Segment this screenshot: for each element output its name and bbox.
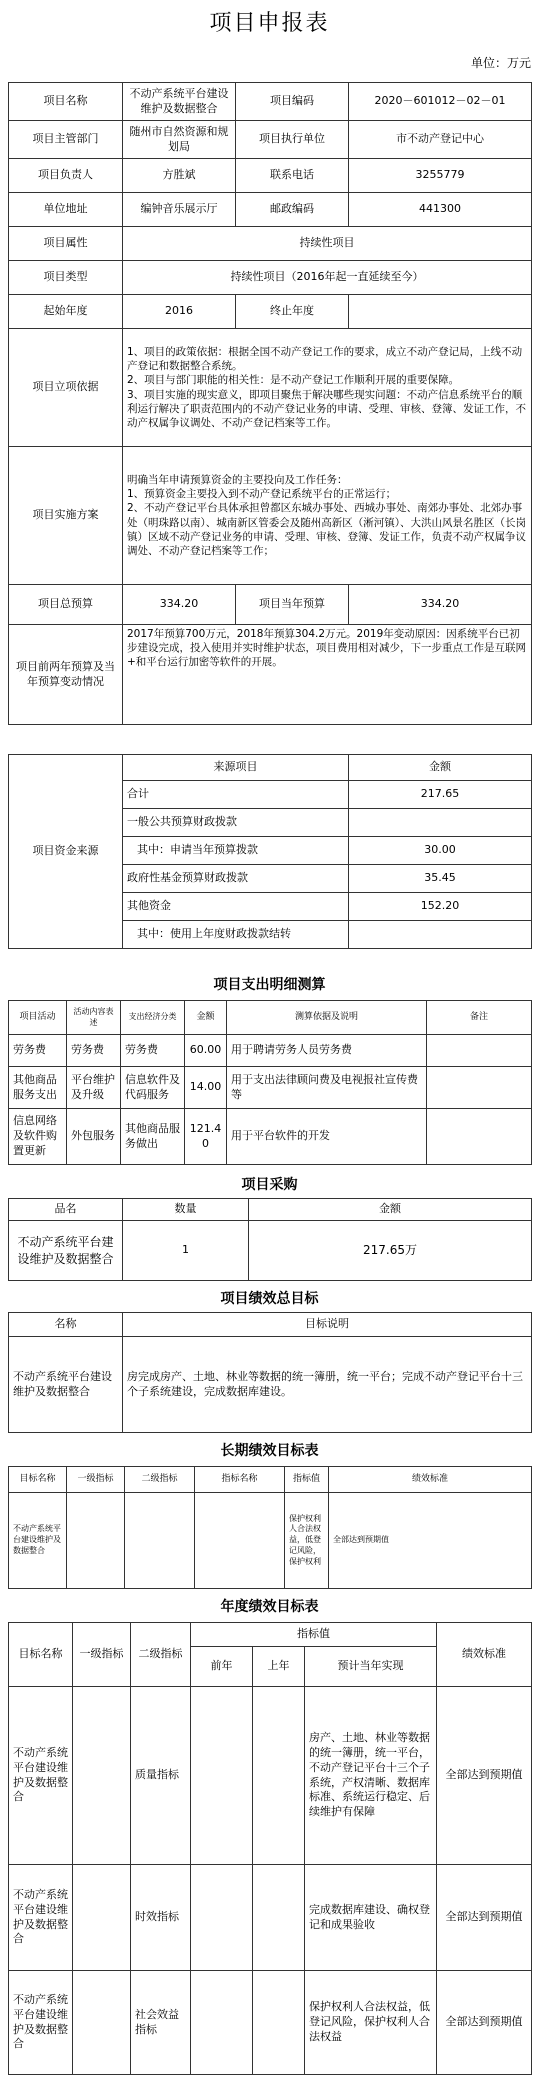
long-term-header: 指标值 xyxy=(285,1467,329,1493)
annual-header-expect: 预计当年实现 xyxy=(305,1647,437,1687)
year-budget-label: 项目当年预算 xyxy=(236,585,349,625)
funds-row-name: 其中：使用上年度财政拨款结转 xyxy=(123,921,349,949)
annual-header-std: 绩效标准 xyxy=(437,1623,532,1687)
address-label: 单位地址 xyxy=(9,193,123,227)
purchase-header: 数量 xyxy=(123,1199,249,1221)
table-row xyxy=(9,1221,532,1281)
funds-row-name: 一般公共预算财政拨款 xyxy=(123,809,349,837)
goal-header-desc: 目标说明 xyxy=(123,1313,532,1337)
annual-cell-std: 全部达到预期值 xyxy=(437,1971,532,2075)
long-term-header: 目标名称 xyxy=(9,1467,67,1493)
change-label: 项目前两年预算及当年预算变动情况 xyxy=(9,625,123,725)
table-row xyxy=(9,1109,532,1165)
basis-label: 项目立项依据 xyxy=(9,329,123,447)
annual-cell-last xyxy=(253,1687,305,1865)
project-name: 不动产系统平台建设维护及数据整合 xyxy=(123,83,236,121)
end xyxy=(349,295,532,329)
annual-cell-prev xyxy=(191,1687,253,1865)
goal-table xyxy=(8,1312,532,1433)
expense-cell xyxy=(427,1067,532,1109)
long-term-header: 一级指标 xyxy=(67,1467,125,1493)
annual-header-value: 指标值 xyxy=(191,1623,437,1647)
annual-cell-l1 xyxy=(73,1687,131,1865)
start-label: 起始年度 xyxy=(9,295,123,329)
total: 334.20 xyxy=(123,585,236,625)
funds-row-amount: 35.45 xyxy=(349,865,532,893)
annual-header-l2: 二级指标 xyxy=(131,1623,191,1687)
exec: 市不动产登记中心 xyxy=(349,121,532,159)
purchase-title: 项目采购 xyxy=(241,1177,298,1193)
table-row xyxy=(9,1687,532,1865)
expense-cell: 信息网络及软件购置更新 xyxy=(9,1109,67,1165)
funds-row-name: 合计 xyxy=(123,781,349,809)
phone-label: 联系电话 xyxy=(236,159,349,193)
annual-cell-l2: 社会效益指标 xyxy=(131,1971,191,2075)
expense-cell: 外包服务 xyxy=(67,1109,121,1165)
expense-cell: 121.40 xyxy=(185,1109,227,1165)
expense-cell xyxy=(427,1109,532,1165)
funds-header-amount: 金额 xyxy=(349,755,532,781)
project-name-label: 项目名称 xyxy=(9,83,123,121)
expense-cell: 14.00 xyxy=(185,1067,227,1109)
zip: 441300 xyxy=(349,193,532,227)
zip-label: 邮政编码 xyxy=(236,193,349,227)
phone: 3255779 xyxy=(349,159,532,193)
long-term-table xyxy=(8,1466,532,1589)
long-term-cell: 全部达到预期值 xyxy=(329,1493,532,1589)
annual-header-name: 目标名称 xyxy=(9,1623,73,1687)
long-term-cell xyxy=(125,1493,195,1589)
purchase-cell: 1 xyxy=(123,1221,249,1281)
expense-cell: 劳务费 xyxy=(121,1035,185,1067)
exec-label: 项目执行单位 xyxy=(236,121,349,159)
basis: 1、项目的政策依据：根据全国不动产登记工作的要求，成立不动产登记局，上线不动产登记和数据整合系统。 2、项目与部门职能的相关性：是不动产登记工作顺利开展的重要保障。 3、项目实施的现实意义，即项目聚焦于解决哪些现实问题：不动产信息系统平台的顺利运行解决了职责范围内的不动产登记业务的申请、受理、审核、登簿、发证工作，不动产权属争议调处、不动产登记档案等工作。 xyxy=(123,329,532,447)
annual-cell-expect: 保护权利人合法权益，低登记风险，保护权利人合法权益 xyxy=(305,1971,437,2075)
purchase-header: 金额 xyxy=(249,1199,532,1221)
expense-title: 项目支出明细测算 xyxy=(213,977,326,993)
long-term-header: 二级指标 xyxy=(125,1467,195,1493)
annual-cell-std: 全部达到预期值 xyxy=(437,1865,532,1971)
funds-row-name: 其中：申请当年预算拨款 xyxy=(123,837,349,865)
long-term-header: 绩效标准 xyxy=(329,1467,532,1493)
purchase-table xyxy=(8,1198,532,1281)
expense-header: 活动内容表述 xyxy=(67,1001,121,1035)
annual-cell-expect: 完成数据库建设、确权登记和成果验收 xyxy=(305,1865,437,1971)
expense-table xyxy=(8,1000,532,1165)
type: 持续性项目（2016年起一直延续至今） xyxy=(123,261,532,295)
expense-cell: 劳务费 xyxy=(9,1035,67,1067)
expense-header: 金额 xyxy=(185,1001,227,1035)
annual-cell-name: 不动产系统平台建设维护及数据整合 xyxy=(9,1865,73,1971)
annual-cell-name: 不动产系统平台建设维护及数据整合 xyxy=(9,1687,73,1865)
plan: 明确当年申请预算资金的主要投向及工作任务： 1、预算资金主要投入到不动产登记系统平台的正常运行； 2、不动产登记平台具体承担曾都区东城办事处、西城办事处、南郊办事处、北郊办事处（明珠路以南）、城南新区管委会及随州高新区（淅河镇）、大洪山风景名胜区（长岗镇）区域不动产登记业务的申请、受理、审核、登簿、发证工作，负责不动产权属争议调处、不动产登记档案等工作； xyxy=(123,447,532,585)
year-budget: 334.20 xyxy=(349,585,532,625)
long-term-header: 指标名称 xyxy=(195,1467,285,1493)
annual-cell-prev xyxy=(191,1865,253,1971)
attr-label: 项目属性 xyxy=(9,227,123,261)
funds-row-amount: 30.00 xyxy=(349,837,532,865)
long-term-cell xyxy=(195,1493,285,1589)
expense-cell: 60.00 xyxy=(185,1035,227,1067)
project-code-label: 项目编码 xyxy=(236,83,349,121)
funds-row-name: 政府性基金预算财政拨款 xyxy=(123,865,349,893)
dept: 随州市自然资源和规划局 xyxy=(123,121,236,159)
table-row xyxy=(9,1067,532,1109)
unit-label: 单位：万元 xyxy=(470,56,531,70)
expense-header: 项目活动 xyxy=(9,1001,67,1035)
annual-cell-last xyxy=(253,1971,305,2075)
annual-header-last: 上年 xyxy=(253,1647,305,1687)
expense-cell: 平台维护及升级 xyxy=(67,1067,121,1109)
table-row xyxy=(9,1865,532,1971)
type-label: 项目类型 xyxy=(9,261,123,295)
annual-cell-last xyxy=(253,1865,305,1971)
funds-row-name: 其他资金 xyxy=(123,893,349,921)
expense-cell: 信息软件及代码服务 xyxy=(121,1067,185,1109)
change: 2017年预算700万元，2018年预算304.2万元。2019年变动原因：因系统平台已初步建设完成，投入使用并实时维护状态，项目费用相对减少，下一步重点工作是互联网+和平台运行加密等软件的开展。 xyxy=(123,625,532,725)
basic-info-table xyxy=(8,82,532,725)
table-row xyxy=(9,1971,532,2075)
funds-label: 项目资金来源 xyxy=(9,755,123,949)
annual-table xyxy=(8,1622,532,2075)
funds-row-amount xyxy=(349,921,532,949)
long-term-title: 长期绩效目标表 xyxy=(220,1443,319,1459)
page-title: 项目申报表 xyxy=(209,11,330,36)
total-label: 项目总预算 xyxy=(9,585,123,625)
long-term-cell: 保护权利人合法权益，低登记风险，保护权利 xyxy=(285,1493,329,1589)
expense-cell: 用于支出法律顾问费及电视报社宣传费等 xyxy=(227,1067,427,1109)
funds-row-amount: 152.20 xyxy=(349,893,532,921)
annual-cell-l2: 质量指标 xyxy=(131,1687,191,1865)
purchase-cell: 217.65万 xyxy=(249,1221,532,1281)
funds-row-amount: 217.65 xyxy=(349,781,532,809)
expense-cell xyxy=(427,1035,532,1067)
end-label: 终止年度 xyxy=(236,295,349,329)
annual-cell-l1 xyxy=(73,1971,131,2075)
table-row xyxy=(9,1493,532,1589)
expense-header: 支出经济分类 xyxy=(121,1001,185,1035)
expense-cell: 用于聘请劳务人员劳务费 xyxy=(227,1035,427,1067)
goal-name: 不动产系统平台建设维护及数据整合 xyxy=(9,1337,123,1433)
project-code: 2020－601012－02－01 xyxy=(349,83,532,121)
attr: 持续性项目 xyxy=(123,227,532,261)
expense-header: 测算依据及说明 xyxy=(227,1001,427,1035)
expense-cell: 用于平台软件的开发 xyxy=(227,1109,427,1165)
funds-table xyxy=(8,754,532,949)
annual-header-prev: 前年 xyxy=(191,1647,253,1687)
goal-header-name: 名称 xyxy=(9,1313,123,1337)
expense-header: 备注 xyxy=(427,1001,532,1035)
long-term-cell xyxy=(67,1493,125,1589)
annual-header-l1: 一级指标 xyxy=(73,1623,131,1687)
address: 编钟音乐展示厅 xyxy=(123,193,236,227)
goal-desc: 房完成房产、土地、林业等数据的统一簿册，统一平台；完成不动产登记平台十三个子系统建设，完成数据库建设。 xyxy=(123,1337,532,1433)
annual-cell-prev xyxy=(191,1971,253,2075)
start: 2016 xyxy=(123,295,236,329)
expense-cell: 其他商品服务做出 xyxy=(121,1109,185,1165)
annual-cell-l1 xyxy=(73,1865,131,1971)
annual-cell-expect: 房产、土地、林业等数据的统一簿册，统一平台，不动产登记平台十三个子系统，产权清晰、数据库标准、系统运行稳定、后续维护有保障 xyxy=(305,1687,437,1865)
purchase-cell: 不动产系统平台建设维护及数据整合 xyxy=(9,1221,123,1281)
annual-cell-std: 全部达到预期值 xyxy=(437,1687,532,1865)
table-row xyxy=(9,1035,532,1067)
annual-cell-l2: 时效指标 xyxy=(131,1865,191,1971)
long-term-cell: 不动产系统平台建设维护及数据整合 xyxy=(9,1493,67,1589)
funds-header-source: 来源项目 xyxy=(123,755,349,781)
goal-title: 项目绩效总目标 xyxy=(220,1291,319,1307)
annual-cell-name: 不动产系统平台建设维护及数据整合 xyxy=(9,1971,73,2075)
expense-cell: 其他商品服务支出 xyxy=(9,1067,67,1109)
purchase-header: 品名 xyxy=(9,1199,123,1221)
plan-label: 项目实施方案 xyxy=(9,447,123,585)
funds-row-amount xyxy=(349,809,532,837)
expense-cell: 劳务费 xyxy=(67,1035,121,1067)
dept-label: 项目主管部门 xyxy=(9,121,123,159)
leader: 方胜斌 xyxy=(123,159,236,193)
leader-label: 项目负责人 xyxy=(9,159,123,193)
annual-title: 年度绩效目标表 xyxy=(220,1599,319,1615)
